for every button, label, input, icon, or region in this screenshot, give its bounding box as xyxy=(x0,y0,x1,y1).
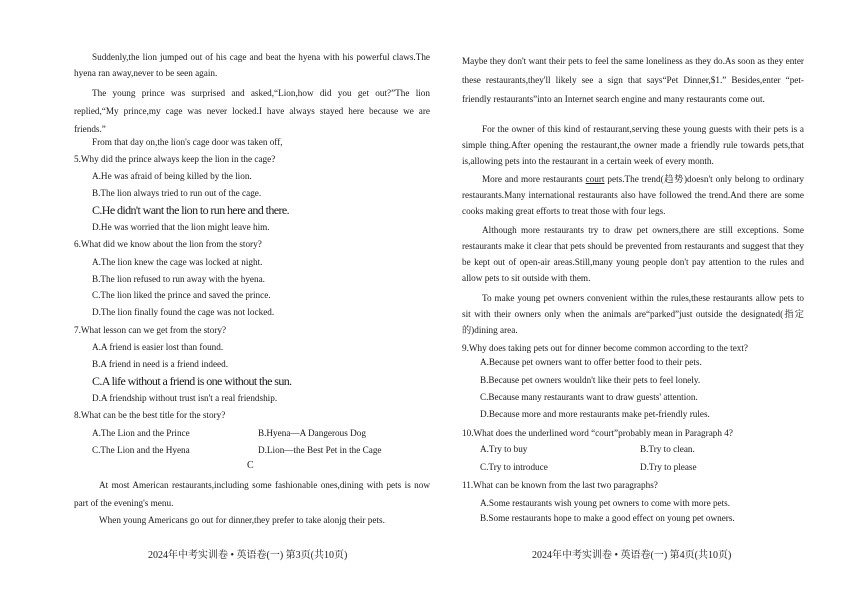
paragraph-court-pets xyxy=(462,171,804,219)
option-6b: B.The lion refused to run away with the hyena. xyxy=(92,274,265,284)
question-10: 10.What does the underlined word “court”probably mean in Paragraph 4? xyxy=(462,428,733,438)
option-7a: A.A friend is easier lost than found. xyxy=(92,342,224,352)
option-8b: B.Hyena—A Dangerous Dog xyxy=(258,428,366,438)
paragraph-lion-escape: Suddenly,the lion jumped out of his cage and beat the hyena with his powerful claws.The hyena ran away,never to be seen again. xyxy=(74,52,430,78)
option-9b: B.Because pet owners wouldn't like their pets to feel lonely. xyxy=(480,375,701,385)
question-11: 11.What can be known from the last two paragraphs? xyxy=(462,480,658,490)
option-8d: D.Lion—the Best Pet in the Cage xyxy=(258,445,382,455)
option-9a: A.Because pet owners want to offer better food to their pets. xyxy=(480,357,702,367)
paragraph-prince-asks: The young prince was surprised and asked,“Lion,how did you get out?”The lion replied,“My prince,my cage was never locked.I have always stayed here because we are friends.” xyxy=(74,88,430,134)
option-10c: C.Try to introduce xyxy=(480,462,548,472)
paragraph-parked-pets: To make young pet owners convenient within the rules,these restaurants allow pets to sit with their owners only when the animals are“parked”just outside the designated(指定的)dining area. xyxy=(462,293,804,335)
option-5c: C.He didn't want the lion to run here and there. xyxy=(92,203,289,217)
question-8: 8.What can be the best title for the story? xyxy=(74,410,226,420)
option-10d: D.Try to please xyxy=(640,462,697,472)
option-8c: C.The Lion and the Hyena xyxy=(92,445,190,455)
option-6c: C.The lion liked the prince and saved the prince. xyxy=(92,290,271,300)
paragraph-young-americans: When young Americans go out for dinner,they prefer to take alonjg their pets. xyxy=(99,515,385,525)
court-paragraph-rest: pets.The trend(趋势)doesn't only belong to ordinary restaurants.Many international restaurants also have followed the trend.And there are some cooks making great efforts to treat those with four legs. xyxy=(462,174,805,216)
option-7c: C.A life without a friend is one without the sun. xyxy=(92,374,292,388)
option-9d: D.Because more and more restaurants make pet-friendly rules. xyxy=(480,409,710,419)
paragraph-american-restaurants: At most American restaurants,including some fashionable ones,dining with pets is now part of the evening's menu. xyxy=(74,480,430,508)
option-6a: A.The lion knew the cage was locked at night. xyxy=(92,257,263,267)
option-8a: A.The Lion and the Prince xyxy=(92,428,190,438)
question-5: 5.Why did the prince always keep the lion in the cage? xyxy=(74,154,276,164)
option-11b: B.Some restaurants hope to make a good effect on young pet owners. xyxy=(480,513,735,523)
paragraph-restaurant-owner: For the owner of this kind of restaurant,serving these young guests with their pets is a simple thing.After opening the restaurant,the owner made a friendly rule towards pets,that is,allowing pets into the restaurant in a certain week of every month. xyxy=(462,124,804,166)
paragraph-cage-door: From that day on,the lion's cage door was taken off, xyxy=(92,137,283,147)
underlined-word-court: court xyxy=(585,174,605,184)
option-9c: C.Because many restaurants want to draw guests' attention. xyxy=(480,392,698,402)
court-paragraph-start: More and more restaurants xyxy=(482,174,583,184)
option-5d: D.He was worried that the lion might leave him. xyxy=(92,222,270,232)
paragraph-exceptions: Although more restaurants try to draw pet owners,there are still exceptions. Some restaurants make it clear that pets should be prevented from restaurants and suggest that they be kept out of open-air areas.Still,many young people don't pay attention to the rules and allow pets to sit outside with them. xyxy=(462,225,804,283)
question-9: 9.Why does taking pets out for dinner become common according to the text? xyxy=(462,343,749,353)
paragraph-loneliness: Maybe they don't want their pets to feel the same loneliness as they do.As soon as they enter these restaurants,they'll likely see a sign that says“Pet Dinner,$1.” Besides,enter “pet-friendly restaurants”into an Internet search engine and many restaurants come out. xyxy=(462,56,804,104)
footer-page-4: 2024年中考实训卷 • 英语卷(一) 第4页(共10页) xyxy=(532,550,732,561)
footer-page-3: 2024年中考实训卷 • 英语卷(一) 第3页(共10页) xyxy=(148,550,348,561)
option-5a: A.He was afraid of being killed by the lion. xyxy=(92,171,252,181)
option-5b: B.The lion always tried to run out of the cage. xyxy=(92,188,262,198)
option-7b: B.A friend in need is a friend indeed. xyxy=(92,359,228,369)
question-7: 7.What lesson can we get from the story? xyxy=(74,325,227,335)
option-11a: A.Some restaurants wish young pet owners to come with more pets. xyxy=(480,498,731,508)
option-6d: D.The lion finally found the cage was not locked. xyxy=(92,307,275,317)
option-10b: B.Try to clean. xyxy=(640,444,695,454)
question-6: 6.What did we know about the lion from the story? xyxy=(74,239,262,249)
section-marker: C xyxy=(247,460,254,471)
option-7d: D.A friendship without trust isn't a real friendship. xyxy=(92,393,278,403)
option-10a: A.Try to buy xyxy=(480,444,528,454)
